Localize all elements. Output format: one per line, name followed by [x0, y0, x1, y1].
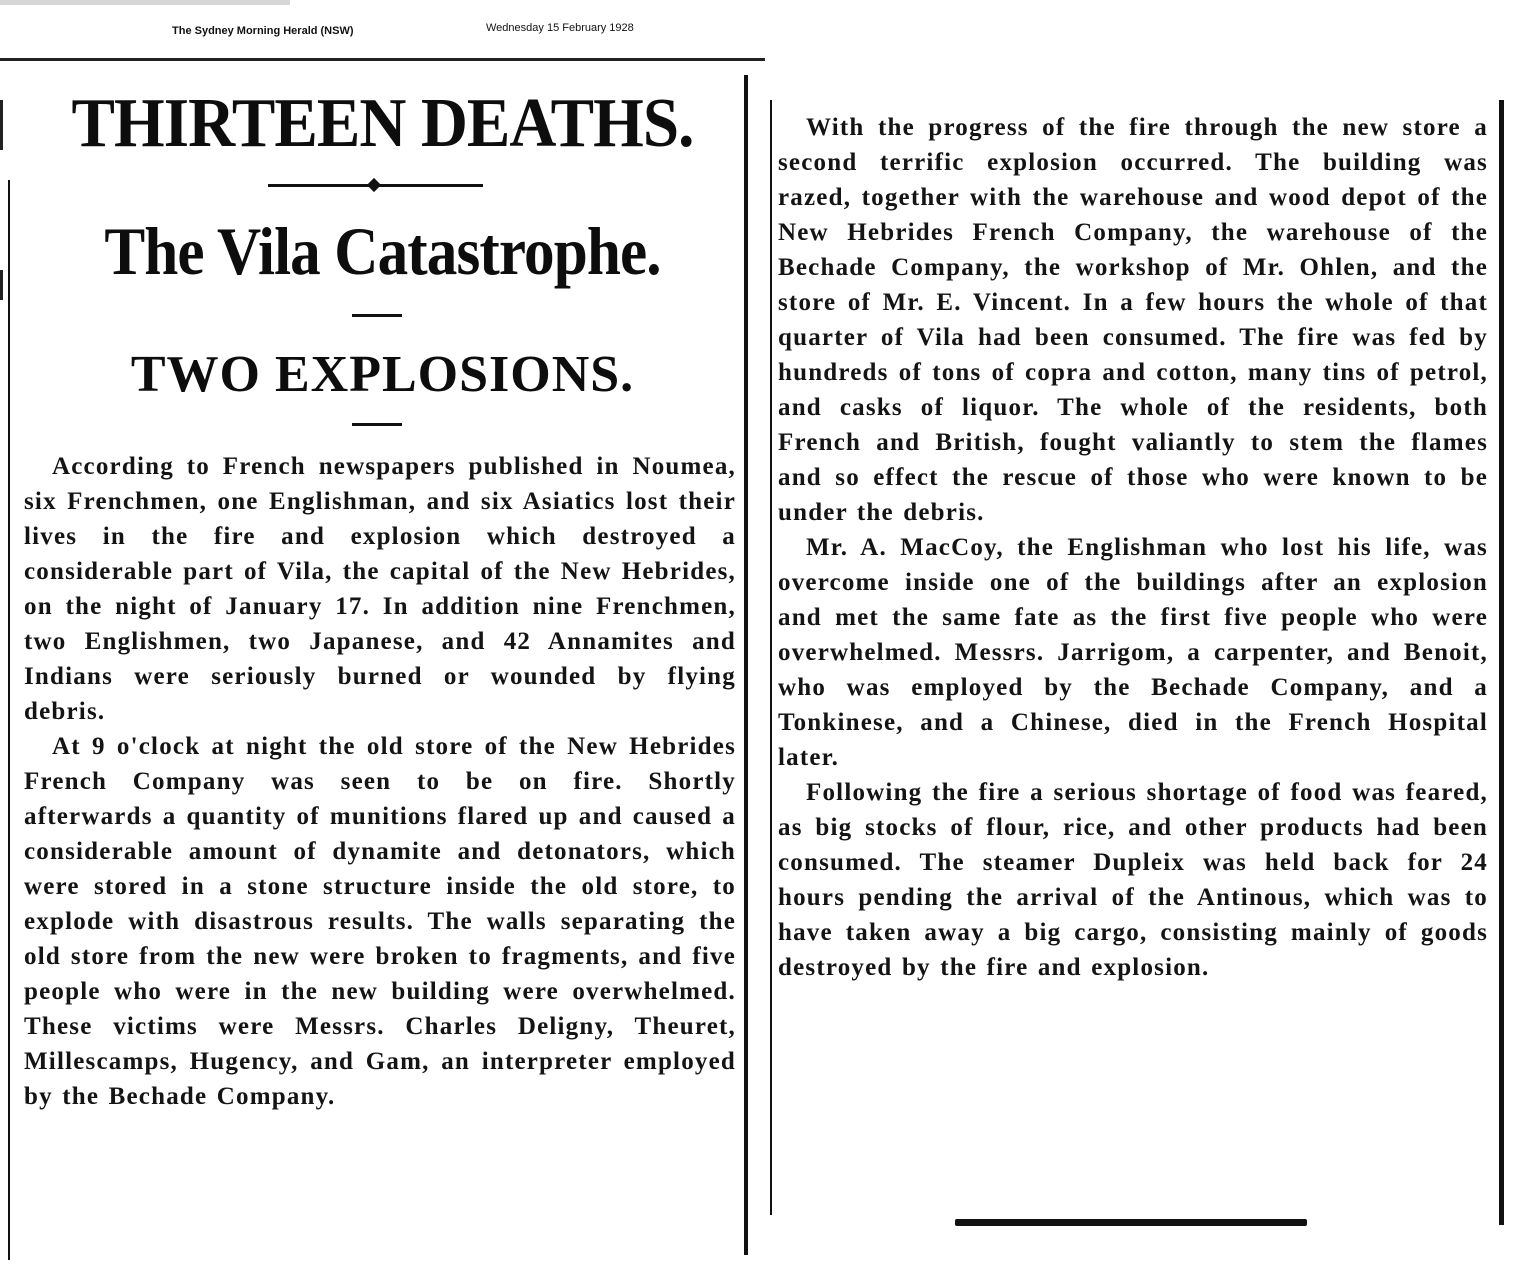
article-paragraph: According to French newspapers published in Noumea, six Frenchmen, one Englishman, and six Asiatics lost their lives in the fire and explosion which destroyed a considerable part of Vila, the capital of the New Hebrides, on the night of January 17. In addition nine Frenchmen, two Englishmen, two Japanese, and 42 Annamites and Indians were seriously burned or wounded by flying debris. — [24, 453, 736, 725]
ornament-diamond-icon — [367, 178, 381, 192]
article-paragraph: Mr. A. MacCoy, the Englishman who lost his life, was overcome inside one of the buildings after an explosion and met the same fate as the first five people who were overwhelmed. Messrs. Jarrigom, a carpenter, and Benoit, who was employed by the Bechade Company, and a Tonkinese, and a Chinese, died in the French Hospital later. — [778, 534, 1488, 771]
deck-headline: TWO EXPLOSIONS. — [130, 346, 635, 403]
right-column-left-rule — [770, 100, 772, 1215]
publication-date: Wednesday 15 February 1928 — [486, 22, 634, 34]
left-border-rule — [8, 180, 10, 1260]
article-paragraph: At 9 o'clock at night the old store of the New Hebrides French Company was seen to be on fire. Shortly afterwards a quantity of munitions flared up and caused a considerable amount of dynamite and detonators, which were stored in a stone structure inside the old store, to explode with disastrous results. The walls separating the old store from the new were broken to fragments, and five people who were in the new building were overwhelmed. These victims were Messrs. Charles Deligny, Theuret, Millescamps, Hugency, and Gam, an interpreter employed by the Bechade Company. — [24, 733, 736, 1110]
top-edge-strip — [0, 0, 290, 5]
article-right-column — [778, 110, 1488, 985]
main-headline: THIRTEEN DEATHS. — [71, 85, 694, 162]
short-rule — [352, 423, 402, 426]
top-rule — [0, 58, 765, 61]
article-left-column — [24, 449, 736, 1114]
left-edge-mark — [0, 100, 3, 150]
short-rule — [352, 314, 402, 317]
left-edge-mark — [0, 270, 3, 300]
right-column-right-rule — [1499, 100, 1504, 1225]
sub-headline: The Vila Catastrophe. — [104, 213, 661, 289]
end-of-article-rule — [955, 1219, 1307, 1226]
article-paragraph: With the progress of the fire through the new store a second terrific explosion occurred. The building was razed, together with the warehouse and wood depot of the New Hebrides French Company, the warehouse of the Bechade Company, the workshop of Mr. Ohlen, and the store of Mr. E. Vincent. In a few hours the whole of that quarter of Vila had been consumed. The fire was fed by hundreds of tons of copra and cotton, many tins of petrol, and casks of liquor. The whole of the residents, both French and British, fought valiantly to stem the flames and so effect the rescue of those who were known to be under the debris. — [778, 114, 1488, 526]
newspaper-name: The Sydney Morning Herald (NSW) — [172, 25, 354, 37]
article-paragraph: Following the fire a serious shortage of food was feared, as big stocks of flour, rice, and other products had been consumed. The steamer Dupleix was held back for 24 hours pending the arrival of the Antinous, which was to have taken away a big cargo, consisting mainly of goods destroyed by the fire and explosion. — [778, 779, 1488, 981]
column-divider-rule — [744, 75, 748, 1255]
